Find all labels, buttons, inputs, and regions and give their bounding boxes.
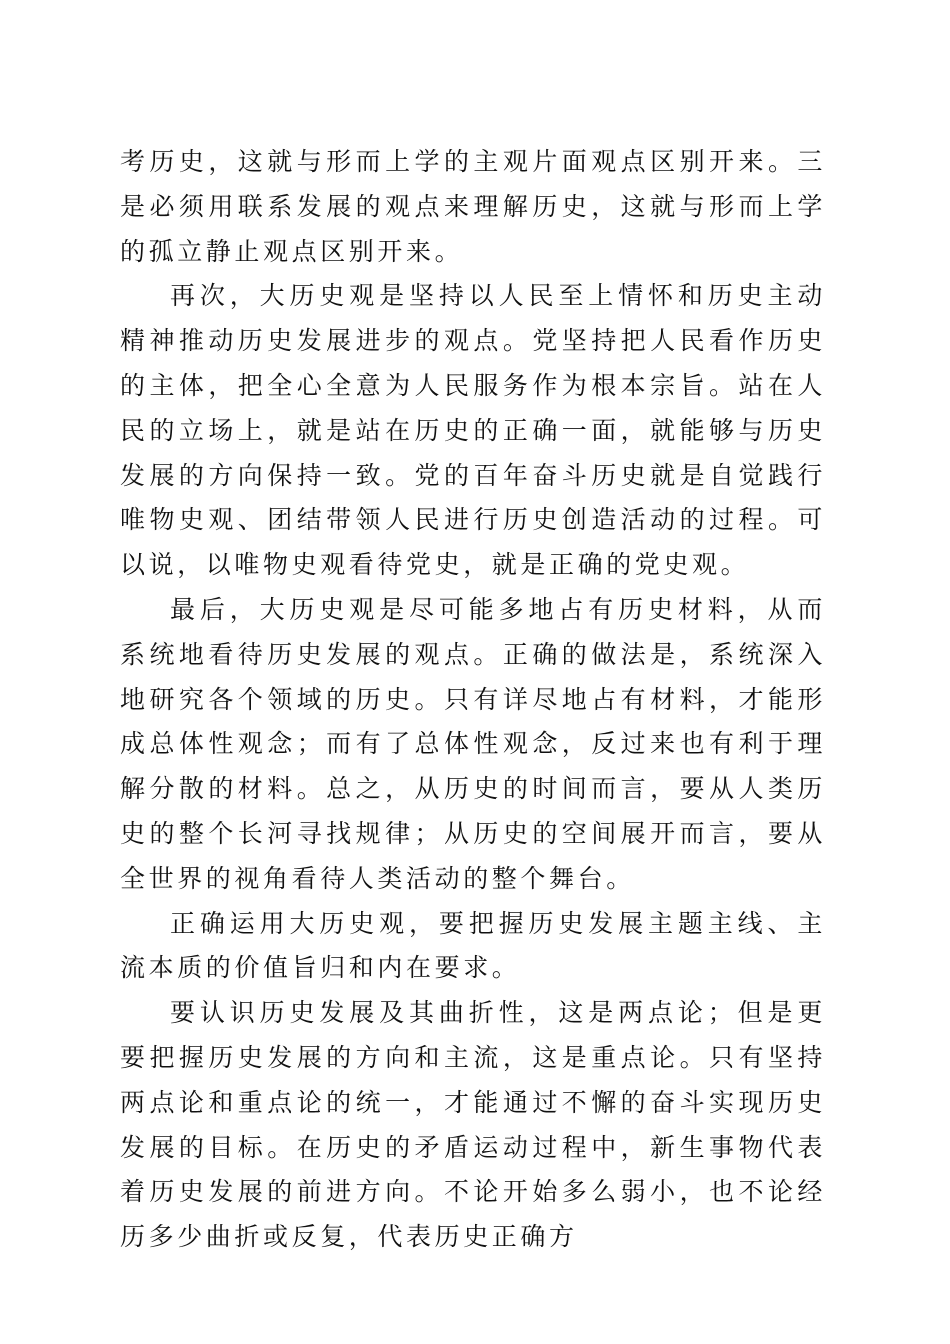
paragraph-continuation: 考历史，这就与形而上学的主观片面观点区别开来。三是必须用联系发展的观点来理解历史，这就与形而上学的孤立静止观点区别开来。 (120, 147, 826, 266)
paragraph-zaici: 再次，大历史观是坚持以人民至上情怀和历史主动精神推动历史发展进步的观点。党坚持把人民看作历史的主体，把全心全意为人民服务作为根本宗旨。站在人民的立场上，就是站在历史的正确一面，就能够与历史发展的方向保持一致。党的百年奋斗历史就是自觉践行唯物史观、团结带领人民进行历史创造活动的过程。可以说，以唯物史观看待党史，就是正确的党史观。 (120, 281, 826, 580)
document-body (120, 140, 826, 1260)
paragraph-zhengque-yunyong: 正确运用大历史观，要把握历史发展主题主线、主流本质的价值旨归和内在要求。 (120, 908, 826, 983)
paragraph-liangdianlun: 要认识历史发展及其曲折性，这是两点论；但是更要把握历史发展的方向和主流，这是重点论。只有坚持两点论和重点论的统一，才能通过不懈的奋斗实现历史发展的目标。在历史的矛盾运动过程中，新生事物代表着历史发展的前进方向。不论开始多么弱小，也不论经历多少曲折或反复，代表历史正确方 (120, 998, 826, 1252)
paragraph-zuihou: 最后，大历史观是尽可能多地占有历史材料，从而系统地看待历史发展的观点。正确的做法是，系统深入地研究各个领域的历史。只有详尽地占有材料，才能形成总体性观念；而有了总体性观念，反过来也有利于理解分散的材料。总之，从历史的时间而言，要从人类历史的整个长河寻找规律；从历史的空间展开而言，要从全世界的视角看待人类活动的整个舞台。 (120, 594, 826, 893)
